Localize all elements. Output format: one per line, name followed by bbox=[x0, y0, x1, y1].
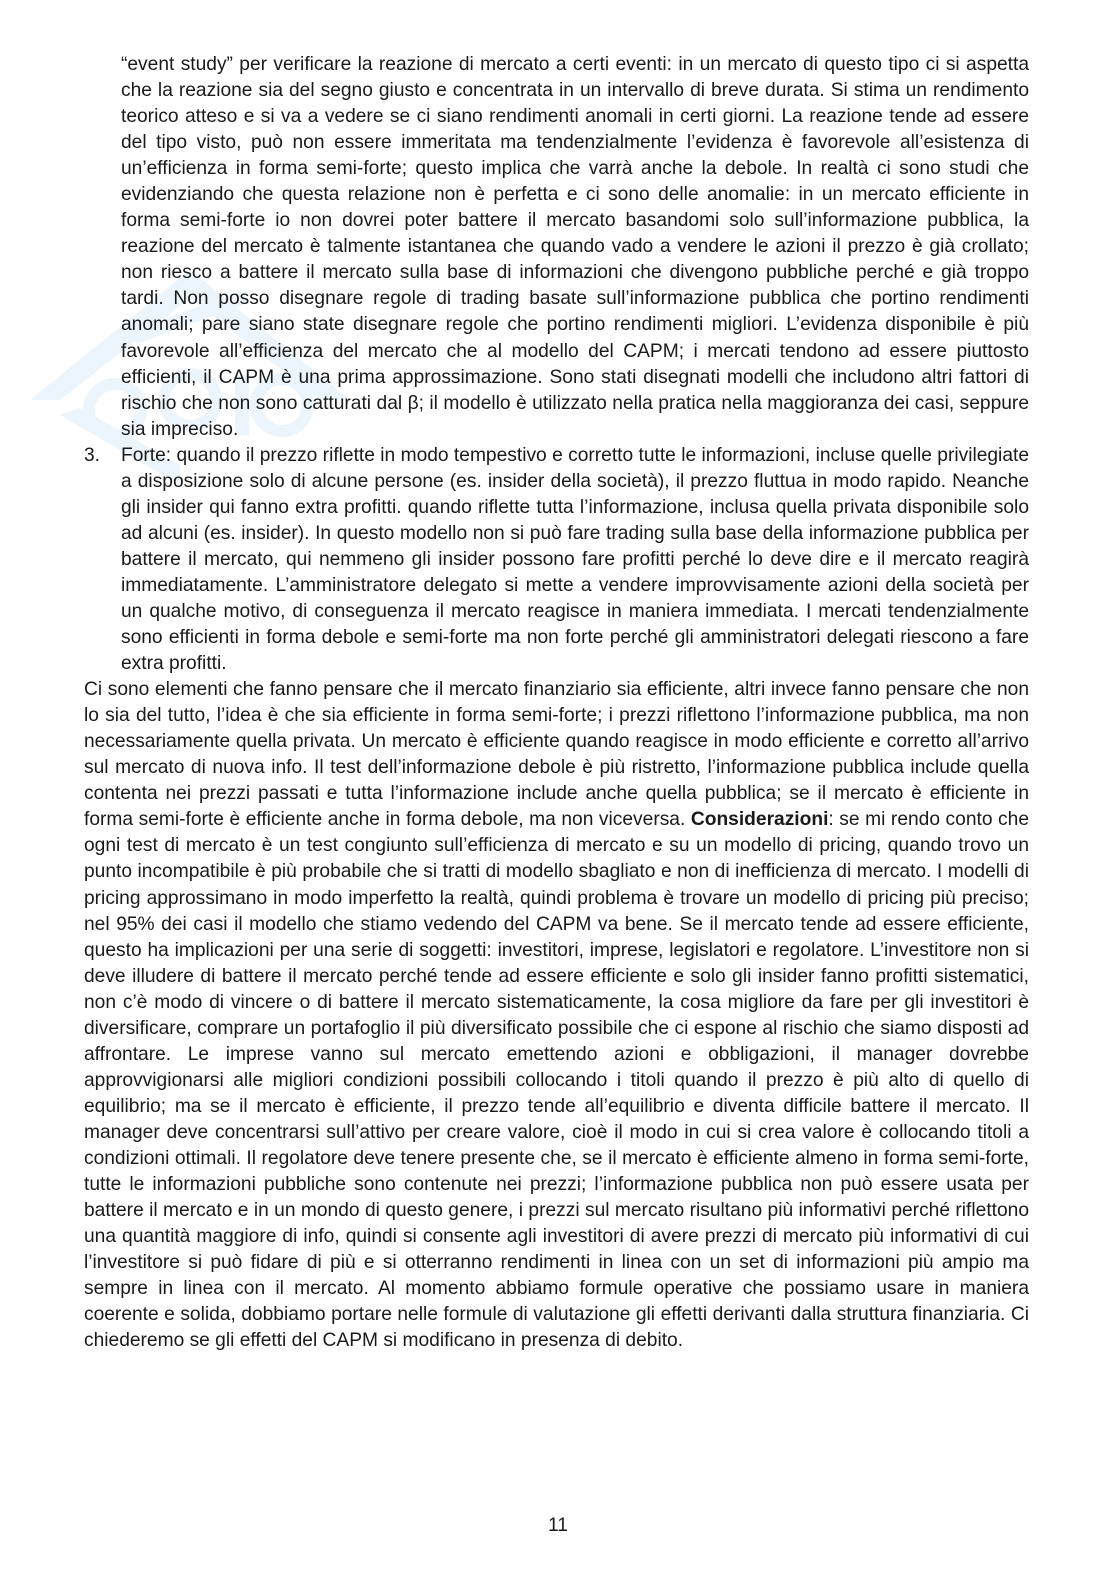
list-item-number: 3. bbox=[84, 444, 101, 466]
closing-paragraph-intro: Ci sono elementi che fanno pensare che il mercato finanziario sia efficiente, altri invece fanno pensare che non lo sia del tutto, l’idea è che sia efficiente in forma semi-forte; i prezzi riflettono l’informazione pubblica, ma non necessariamente quella privata. Un mercato è efficiente quando reagisce in modo efficiente e corretto all’arrivo sul mercato di nuova info. Il test dell’informazione debole è più ristretto, l’informazione pubblica include quella contenta nei prezzi passati e tutta l’informazione include anche quella pubblica; se il mercato è efficiente in forma semi-forte è efficiente anche in forma debole, ma non viceversa. bbox=[84, 679, 1029, 831]
continuation-paragraph: “event study” per verificare la reazione di mercato a certi eventi: in un mercato di questo tipo ci si aspetta che la reazione sia del segno giusto e concentrata in un intervallo di breve durata. Si stima un rendimento teorico atteso e si va a vedere se ci siano rendimenti anomali in certi giorni. La reazione tende ad essere del tipo visto, può non essere immeritata ma tendenzialmente l’evidenza è favorevole all’esistenza di un’efficienza in forma semi-forte; questo implica che varrà anche la debole. In realtà ci sono studi che evidenziando che questa relazione non è perfetta e ci sono delle anomalie: in un mercato efficiente in forma semi-forte io non dovrei poter battere il mercato basandomi solo sull’informazione pubblica, la reazione del mercato è talmente istantanea che quando vado a vendere le azioni il prezzo è già crollato; non riesco a battere il mercato sulla base di informazioni che divengono pubbliche perché e già troppo tardi. Non posso disegnare regole di trading basate sull’informazione pubblica che portino rendimenti anomali; pare siano state disegnare regole che portino rendimenti migliori. L’evidenza disponibile è più favorevole all’efficienza del mercato che al modello del CAPM; i mercati tendono ad essere piuttosto efficienti, il CAPM è una prima approssimazione. Sono stati disegnati modelli che includono altri fattori di rischio che non sono catturati dal β; il modello è utilizzato nella pratica nella maggioranza dei casi, seppure sia impreciso. bbox=[121, 54, 1029, 440]
document-body bbox=[84, 52, 1029, 1354]
considerazioni-heading: Considerazioni bbox=[690, 809, 829, 831]
page-number: 11 bbox=[548, 1515, 568, 1536]
list-item-text: Forte: quando il prezzo riflette in modo tempestivo e corretto tutte le informazioni, incluse quelle privilegiate a disposizione solo di alcune persone (es. insider della società), il prezzo fluttua in modo rapido. Neanche gli insider qui fanno extra profitti. quando riflette tutta l’informazione, inclusa quella privata disponibile solo ad alcuni (es. insider). In questo modello non si può fare trading sulla base della informazione pubblica per battere il mercato, qui nemmeno gli insider possono fare profitti perché lo deve dire e il mercato reagirà immediatamente. L’amministratore delegato si mette a vendere improvvisamente azioni della società per un qualche motivo, di conseguenza il mercato reagisce in maniera immediata. I mercati tendenzialmente sono efficienti in forma debole e semi-forte ma non forte perché gli amministratori delegati riescono a fare extra profitti. bbox=[121, 444, 1029, 675]
list-item-3 bbox=[84, 443, 1029, 677]
closing-paragraph bbox=[84, 677, 1029, 1354]
closing-paragraph-body: : se mi rendo conto che ogni test di mercato è un test congiunto sull’efficienza di mercato e su un modello di pricing, quando trovo un punto incompatibile è più probabile che si tratti di modello sbagliato e non di inefficienza di mercato. I modelli di pricing approssimano in modo imperfetto la realtà, quindi problema è trovare un modello di pricing più preciso; nel 95% dei casi il modello che stiamo vedendo del CAPM va bene. Se il mercato tende ad essere efficiente, questo ha implicazioni per una serie di soggetti: investitori, imprese, legislatori e regolatore. L’investitore non si deve illudere di battere il mercato perché tende ad essere efficiente e solo gli insider fanno profitti sistematici, non c’è modo di vincere o di battere il mercato sistematicamente, la cosa migliore da fare per gli investitori è diversificare, comprare un portafoglio il più diversificato possibile che ci espone al rischio che siamo disposti ad affrontare. Le imprese vanno sul mercato emettendo azioni e obbligazioni, il manager dovrebbe approvvigionarsi alle migliori condizioni possibili collocando i titoli quando il prezzo è più alto di quello di equilibrio; ma se il mercato è efficiente, il prezzo tende all’equilibrio e diventa difficile battere il mercato. Il manager deve concentrarsi sull’attivo per creare valore, cioè il modo in cui si crea valore è collocando titoli a condizioni ottimali. Il regolatore deve tenere presente che, se il mercato è efficiente almeno in forma semi-forte, tutte le informazioni pubbliche sono contenute nei prezzi; l’informazione pubblica non può essere usata per battere il mercato e in un mondo di questo genere, i prezzi sul mercato risultano più informativi perché riflettono una quantità maggiore di info, quindi si consente agli investitori di avere prezzi di mercato più informativi di cui l’investitore si può fidare di più e si otterranno rendimenti in linea con un set di informazioni più ampio ma sempre in linea con il mercato. Al momento abbiamo formule operative che possiamo usare in maniera coerente e solida, dobbiamo portare nelle formule di valutazione gli effetti derivanti dalla struttura finanziaria. Ci chiederemo se gli effetti del CAPM si modificano in presenza di debito. bbox=[84, 809, 1029, 1352]
